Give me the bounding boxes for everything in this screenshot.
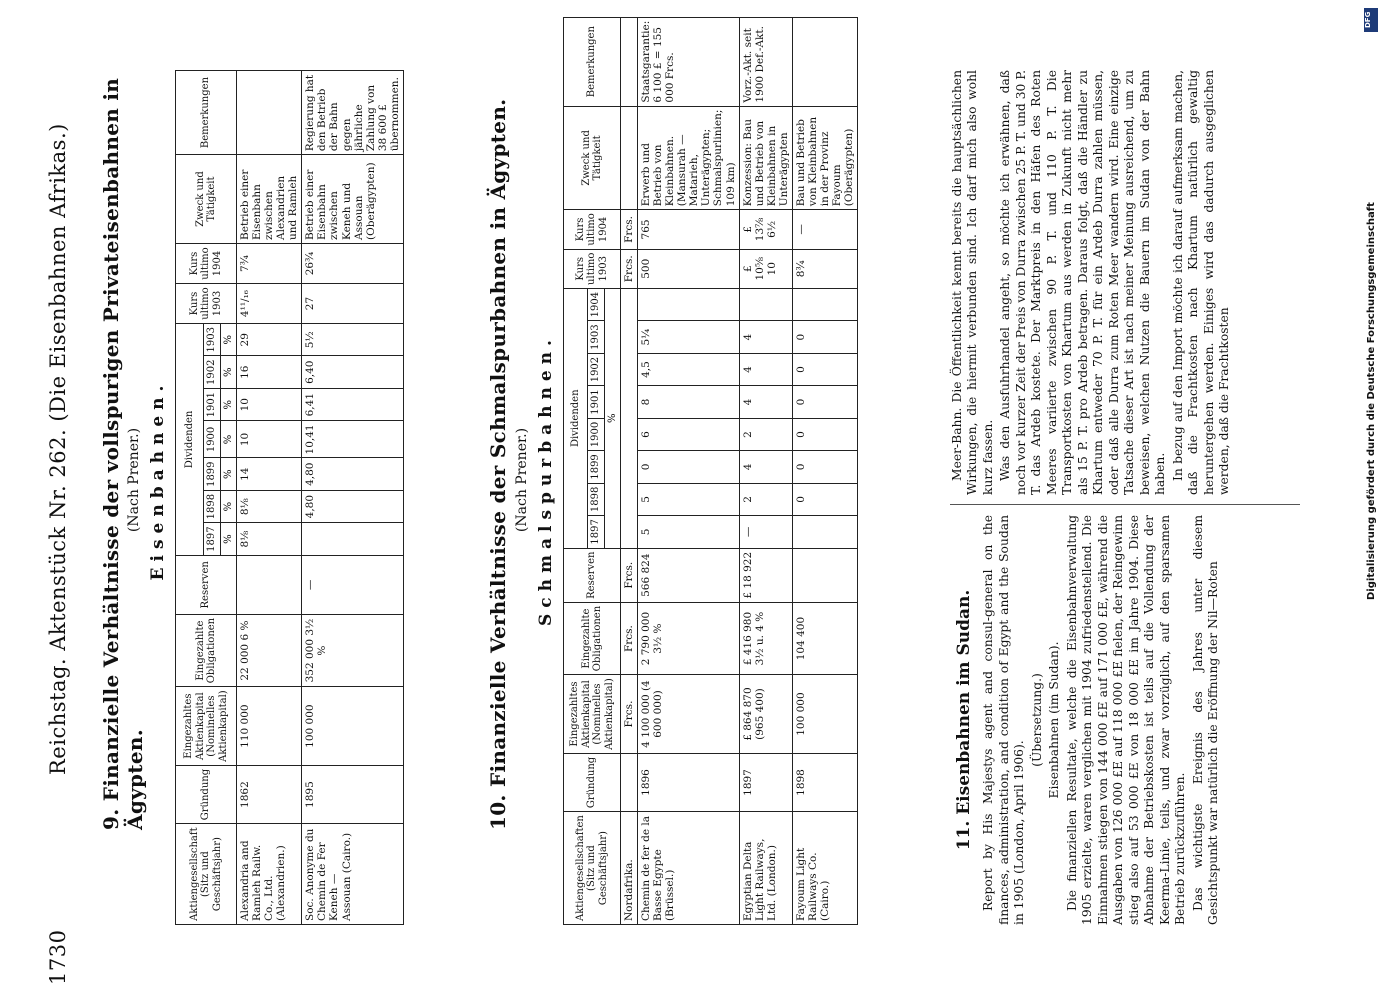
cell-kurs1904: 765 xyxy=(638,210,740,249)
cell-reserve: — xyxy=(302,555,404,614)
cell-dividend: 6 xyxy=(638,418,740,450)
table-row xyxy=(638,17,740,924)
cell-dividend: 6,41 xyxy=(302,388,404,420)
section9-table xyxy=(175,70,404,925)
header-dividends: Dividenden xyxy=(564,288,588,548)
running-head: Reichstag. Aktenstück Nr. 262. (Die Eisenbahnen Afrikas.) xyxy=(46,123,70,775)
cell-dividend xyxy=(302,523,404,555)
cell-dividend xyxy=(638,288,740,320)
cell-dividend: 29 xyxy=(237,324,302,356)
cell-dividend: 5½ xyxy=(302,324,404,356)
cell-reserve xyxy=(792,548,857,602)
header-dividends: Dividenden xyxy=(176,324,204,556)
cell-dividend: 16 xyxy=(237,356,302,388)
cell-capital: 100 000 xyxy=(792,675,857,754)
cell-bonds: £ 416 980 3½ u. 4 % xyxy=(739,602,792,674)
header-purpose: Zweck und Tätigkeit xyxy=(176,155,237,244)
cell-bonds: 104 400 xyxy=(792,602,857,674)
header-founded: Gründung xyxy=(176,765,237,823)
cell-dividend: 4 xyxy=(739,321,792,353)
year-header: 1898 xyxy=(204,490,221,522)
cell-dividend xyxy=(792,516,857,548)
cell-dividend: 8⅛ xyxy=(237,490,302,522)
unit: % xyxy=(220,523,237,555)
year-header: 1898 xyxy=(588,483,605,515)
cell-remarks: Regierung hat den Betrieb der Bahn gegen jährliche Zahlung von 38 600 £ übernommen. xyxy=(302,71,404,155)
cell-dividend: 5¼ xyxy=(638,321,740,353)
unit: % xyxy=(220,324,237,356)
cell-kurs1904: 7¾ xyxy=(237,243,302,283)
year-header: 1903 xyxy=(588,321,605,353)
header-kurs1903: Kurs ultimo 1903 xyxy=(176,284,237,324)
cell-founded: 1895 xyxy=(302,765,404,823)
cell-purpose: Konzession: Bau und Betrieb von Kleinbahnen in Unterägypten xyxy=(739,106,792,210)
cell-dividend: 0 xyxy=(792,483,857,515)
paragraph: Die finanziellen Resultate, welche die Eisenbahnverwaltung 1905 erzielte, waren verglichen mit 1904 zufriedenstellend. Die Einnahmen stiegen von 144 000 £E auf 171 000 £E, während die Ausgaben von 126 000 £E auf 118 000 £E fielen, der Reingewinn stieg also auf 53 000 £E von 18 000 £E im Jahre 1904. Diese Abnahme der Betriebskosten ist teils auf die Vollendung der Keerma-Linie, teils, und zwar vorzüglich, auf den sparsamen Betrieb zurückzuführen. xyxy=(1064,515,1188,925)
paragraph: In bezug auf den Import möchte ich darauf aufmerksam machen, daß die Frachtkosten nach Khartum natürlich gewaltig heruntergehen werden. Einiges wird das dadurch ausgeglichen werden, daß die Frachtkosten xyxy=(1170,70,1232,495)
unit: % xyxy=(220,421,237,458)
cell-company: Egyptian Delta Light Railways, Ltd. (London.) xyxy=(739,812,792,925)
year-header: 1902 xyxy=(204,356,221,388)
dfg-logo: DFG xyxy=(1364,8,1378,32)
section10-source: (Nach Prener.) xyxy=(514,427,530,533)
group-label: Nordafrika. xyxy=(621,812,638,925)
cell-dividend: 14 xyxy=(237,458,302,490)
unit: % xyxy=(220,458,237,490)
header-company: Aktiengesellschaften (Sitz und Geschäftsjahr) xyxy=(564,812,621,925)
unit: Frcs. xyxy=(621,602,638,674)
header-founded: Gründung xyxy=(564,753,621,811)
section11-column-left xyxy=(950,515,1224,925)
year-header: 1903 xyxy=(204,324,221,356)
section10-title: 10. Finanzielle Verhältnisse der Schmalspurbahnen in Ägypten. xyxy=(486,98,510,830)
header-remarks: Bemerkungen xyxy=(176,71,237,155)
year-header: 1897 xyxy=(588,516,605,548)
cell-remarks xyxy=(792,17,857,106)
cell-dividend: 10 xyxy=(237,421,302,458)
section9-title: 9. Finanzielle Verhältnisse der vollspurigen Privateisenbahnen in Ägypten. xyxy=(99,77,147,830)
header-kurs1904: Kurs ultimo 1904 xyxy=(176,243,237,283)
unit: Frcs. xyxy=(621,548,638,602)
table-row xyxy=(237,71,302,925)
year-header: 1901 xyxy=(204,388,221,420)
cell-dividend: 4,80 xyxy=(302,490,404,522)
section9-subhead: Eisenbahnen. xyxy=(148,379,168,581)
table-row xyxy=(302,71,404,925)
header-bonds: Eingezahlte Obligationen xyxy=(176,614,237,687)
cell-company: Chemin de fer de la Basse Egypte (Brüssel.) xyxy=(638,812,740,925)
year-header: 1897 xyxy=(204,523,221,555)
section10-table xyxy=(563,17,858,925)
cell-dividend: 0 xyxy=(638,451,740,483)
cell-dividend: 4,5 xyxy=(638,353,740,385)
header-reserve: Reserven xyxy=(564,548,621,602)
cell-founded: 1862 xyxy=(237,765,302,823)
cell-capital: £ 864 870 (965 400) xyxy=(739,675,792,754)
table-row xyxy=(792,17,857,924)
unit: % xyxy=(220,490,237,522)
cell-company: Fayoum Light Railways Co. (Cairo.) xyxy=(792,812,857,925)
year-header: 1901 xyxy=(588,386,605,418)
unit: Frcs. xyxy=(621,675,638,754)
header-kurs1903: Kurs ultimo 1903 xyxy=(564,249,621,288)
cell-capital: 4 100 000 (4 600 000) xyxy=(638,675,740,754)
cell-dividend: 2 xyxy=(739,418,792,450)
header-purpose: Zweck und Tätigkeit xyxy=(564,106,621,210)
cell-dividend: 0 xyxy=(792,386,857,418)
cell-reserve: 566 824 xyxy=(638,548,740,602)
cell-remarks xyxy=(237,71,302,155)
cell-kurs1903: 4¹¹/₁₆ xyxy=(237,284,302,324)
header-capital: Eingezahltes Aktienkapital (Nominelles Aktienkapital) xyxy=(564,675,621,754)
header-remarks: Bemerkungen xyxy=(564,17,621,106)
cell-reserve xyxy=(237,555,302,614)
section11-title: 11. Eisenbahnen im Sudan. xyxy=(954,589,974,851)
cell-dividend: 8⅛ xyxy=(237,523,302,555)
unit-row: % xyxy=(604,288,621,548)
cell-dividend: 0 xyxy=(792,418,857,450)
header-company: Aktiengesellschaft (Sitz und Geschäftsjahr) xyxy=(176,824,237,925)
header-kurs1904: Kurs ultimo 1904 xyxy=(564,210,621,249)
year-header: 1899 xyxy=(588,451,605,483)
cell-company: Alexandria and Ramleh Railw. Co., Ltd. (Alexandrien.) xyxy=(237,824,302,925)
year-header: 1899 xyxy=(204,458,221,490)
translation-note: (Übersetzung.) xyxy=(1029,673,1044,767)
cell-kurs1903: 500 xyxy=(638,249,740,288)
cell-dividend: 8 xyxy=(638,386,740,418)
cell-bonds: 352 000 3½ % xyxy=(302,614,404,687)
cell-kurs1903: 27 xyxy=(302,284,404,324)
cell-dividend: 0 xyxy=(792,321,857,353)
cell-dividend xyxy=(792,288,857,320)
cell-dividend xyxy=(739,288,792,320)
cell-founded: 1897 xyxy=(739,753,792,811)
cell-kurs1904: 26¾ xyxy=(302,243,404,283)
column-divider xyxy=(950,504,1300,505)
cell-purpose: Betrieb einer Eisenbahn zwischen Alexandrien und Ramleh xyxy=(237,155,302,244)
cell-purpose: Erwerb und Betrieb von Kleinbahnen. (Mansurah — Matarieh, Unterägypten; Schmalspurlinien; 109 km) xyxy=(638,106,740,210)
cell-dividend: — xyxy=(739,516,792,548)
group-row xyxy=(621,17,638,924)
unit: Frcs. xyxy=(621,210,638,249)
paragraph: Das wichtigste Ereignis des Jahres unter diesem Gesichtspunkt war natürlich die Eröffnung der Nil—Roten xyxy=(1190,515,1221,925)
cell-dividend: 4 xyxy=(739,386,792,418)
unit: Frcs. xyxy=(621,249,638,288)
cell-dividend: 10,41 xyxy=(302,421,404,458)
report-citation: Report by His Majestys agent and consul-general on the finances, administration, and condition of Egypt and the Soudan in 1905 (London, April 1906). xyxy=(981,515,1027,925)
cell-kurs1904: — xyxy=(792,210,857,249)
year-header: 1900 xyxy=(204,421,221,458)
table-row xyxy=(739,17,792,924)
year-header: 1902 xyxy=(588,353,605,385)
cell-bonds: 2 790 000 3½ % xyxy=(638,602,740,674)
unit: % xyxy=(220,356,237,388)
cell-capital: 110 000 xyxy=(237,687,302,766)
paragraph: Was den Ausfuhrhandel angeht, so möchte ich erwähnen, daß noch vor kurzer Zeit der Preis von Durra zwischen 25 P. T. und 30 P. T. das Ardeb kostete. Der Marktpreis in den Häfen des Roten Meeres variierte zwischen 90 P. T. und 110 P. T. Die Transportkosten von Khartum aus werden in Zukunft nicht mehr als 15 P. T. pro Ardeb betragen. Daraus folgt, daß die Händler zu Khartum entweder 70 P. T. für ein Ardeb Durra zahlen müssen, oder daß alle Durra zum Roten Meer wandern wird. Eine einzige Tatsache dieser Art ist nach meiner Meinung ausreichend, um zu beweisen, welchen Nutzen die Bauern im Sudan von der Bahn haben. xyxy=(998,70,1168,495)
cell-dividend: 2 xyxy=(739,483,792,515)
cell-dividend: 0 xyxy=(792,353,857,385)
cell-kurs1903: 8¾ xyxy=(792,249,857,288)
cell-dividend: 10 xyxy=(237,388,302,420)
cell-founded: 1896 xyxy=(638,753,740,811)
header-capital: Eingezahltes Aktienkapital (Nominelles Aktienkapital) xyxy=(176,687,237,766)
cell-dividend: 5 xyxy=(638,483,740,515)
cell-capital: 100 000 xyxy=(302,687,404,766)
cell-dividend: 4 xyxy=(739,353,792,385)
cell-purpose: Betrieb einer Eisenbahn zwischen Keneh und Assouan (Oberägypten) xyxy=(302,155,404,244)
cell-remarks: Vorz.-Akt. seit 1900 Def.-Akt. xyxy=(739,17,792,106)
year-header: 1900 xyxy=(588,418,605,450)
cell-founded: 1898 xyxy=(792,753,857,811)
cell-company: Soc. Anonyme du Chemin de Fer Keneh — Assouan (Cairo.) xyxy=(302,824,404,925)
header-reserve: Reserven xyxy=(176,555,237,614)
section10-subhead: Schmalspurbahnen. xyxy=(536,334,556,626)
header-bonds: Eingezahlte Obligationen xyxy=(564,602,621,674)
page-number: 1730 xyxy=(46,929,70,985)
section11-column-right xyxy=(950,70,1235,495)
digitization-note: Digitalisierung gefördert durch die Deutsche Forschungsgemeinschaft xyxy=(1366,202,1377,600)
cell-remarks: Staatsgarantie: 6 100 £ = 155 000 Frcs. xyxy=(638,17,740,106)
section11-subtitle: Eisenbahnen (im Sudan). xyxy=(1047,641,1062,799)
cell-kurs1903: £ 10⅝ 10 xyxy=(739,249,792,288)
cell-dividend: 4,80 xyxy=(302,458,404,490)
year-header: 1904 xyxy=(588,288,605,320)
cell-dividend: 6,40 xyxy=(302,356,404,388)
cell-dividend: 4 xyxy=(739,451,792,483)
cell-reserve: £ 18 922 xyxy=(739,548,792,602)
cell-purpose: Bau und Betrieb von Kleinbahnen in der Provinz Fayoum (Oberägypten) xyxy=(792,106,857,210)
cell-kurs1904: £ 13⅞ 6½ xyxy=(739,210,792,249)
unit: % xyxy=(220,388,237,420)
cell-bonds: 22 000 6 % xyxy=(237,614,302,687)
cell-dividend: 0 xyxy=(792,451,857,483)
cell-dividend: 5 xyxy=(638,516,740,548)
section9-source: (Nach Prener.) xyxy=(126,427,142,533)
paragraph: Meer-Bahn. Die Öffentlichkeit kennt bereits die hauptsächlichen Wirkungen, die hiermit verbunden sind. Ich darf mich also wohl kurz fassen. xyxy=(950,70,995,495)
